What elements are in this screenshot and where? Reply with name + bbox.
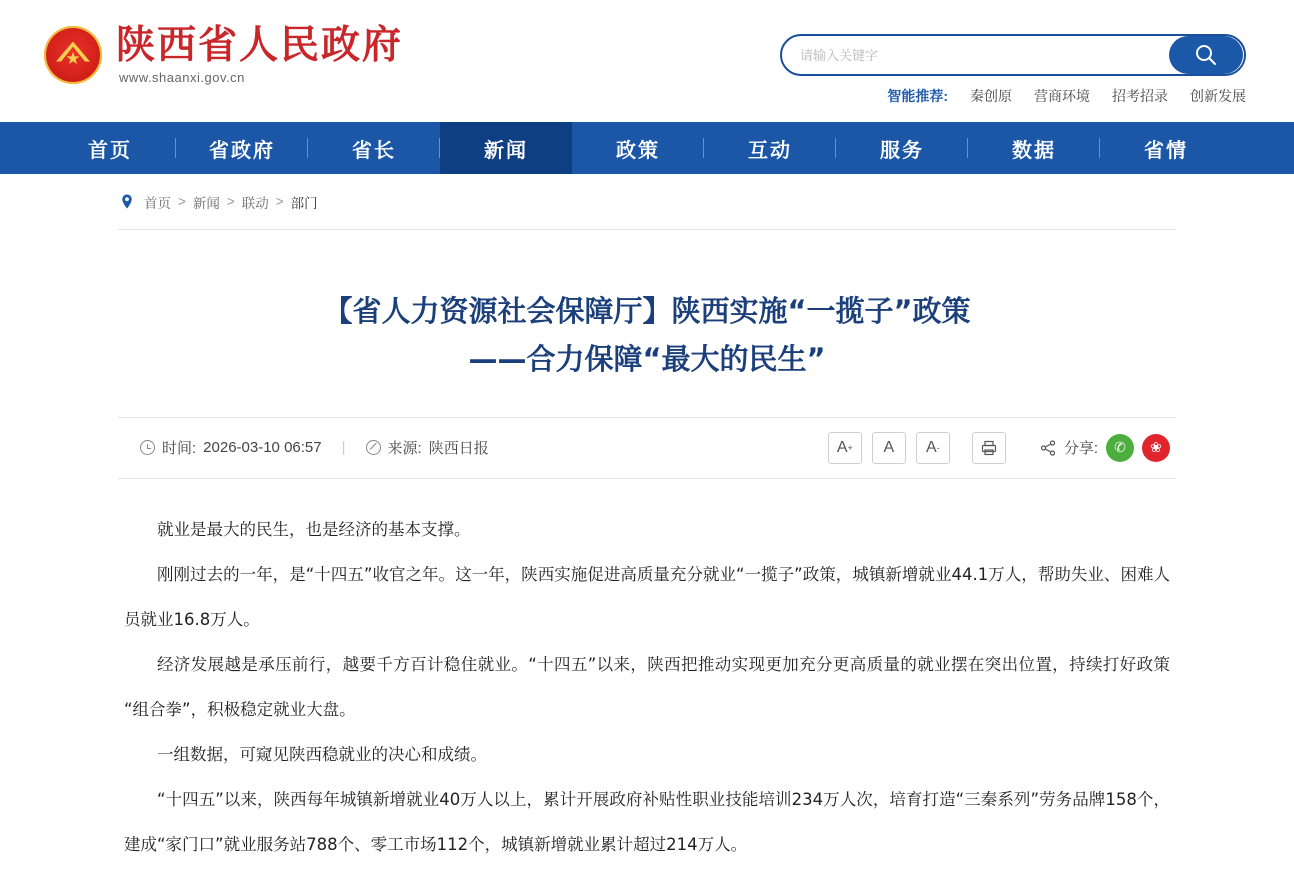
- share-group: [1040, 434, 1170, 462]
- site-title: 陕西省人民政府: [116, 23, 404, 68]
- nav-item-governor[interactable]: 省长: [308, 122, 440, 174]
- font-size-increase-label: A: [836, 438, 848, 456]
- site-logo[interactable]: [44, 24, 403, 85]
- article-paragraph: 经济发展越是承压前行，越要千方百计稳住就业。“十四五”以来，陕西把推动实现更加充分更高质量的就业摆在突出位置，持续打好政策“组合拳”，积极稳定就业大盘。: [124, 654, 1170, 719]
- article-source: [366, 437, 489, 458]
- clock-icon: [140, 440, 155, 455]
- search-input[interactable]: [782, 36, 1169, 74]
- breadcrumb-current: 部门: [290, 195, 318, 211]
- hot-link-1[interactable]: 营商环境: [1034, 88, 1090, 104]
- nav-item-policy[interactable]: 政策: [572, 122, 704, 174]
- nav-item-provincial-government[interactable]: 省政府: [176, 122, 308, 174]
- article-time: [140, 437, 322, 458]
- font-size-normal-label: A: [883, 438, 895, 456]
- hot-keywords-label: 智能推荐:: [887, 88, 948, 104]
- article-source-value: 陕西日报: [428, 440, 489, 458]
- location-pin-icon: [118, 193, 136, 211]
- wechat-share-icon[interactable]: ✆: [1106, 434, 1134, 462]
- article-time-value: 2026-03-10 06:57: [203, 439, 322, 457]
- search-button[interactable]: [1169, 36, 1243, 74]
- printer-icon: [980, 439, 998, 457]
- main-nav: [0, 122, 1294, 174]
- article-time-label: 时间:: [162, 440, 197, 458]
- article-paragraph: “十四五”以来，陕西每年城镇新增就业40万人以上，累计开展政府补贴性职业技能培训234万人次，培育打造“三秦系列”劳务品牌158个，建成“家门口”就业服务站788个、零工市场112个，城镇新增就业累计超过214万人。: [124, 789, 1170, 854]
- nav-item-news[interactable]: 新闻: [440, 122, 572, 174]
- site-title-block: [116, 24, 403, 85]
- page-title: [118, 249, 1176, 397]
- font-size-increase-button[interactable]: [828, 432, 862, 464]
- article-paragraph: 就业是最大的民生，也是经济的基本支撑。: [157, 519, 471, 539]
- hot-link-3[interactable]: 创新发展: [1190, 88, 1246, 104]
- search-box[interactable]: [780, 34, 1246, 76]
- article-title-line1: 【省人力资源社会保障厅】陕西实施“一揽子”政策: [323, 294, 971, 329]
- search-icon: [1193, 42, 1219, 68]
- article-title-line2: ——合力保障“最大的民生”: [468, 342, 826, 377]
- nav-item-province-info[interactable]: 省情: [1144, 139, 1188, 162]
- breadcrumb: [118, 174, 1176, 230]
- breadcrumb-sep-0: >: [178, 194, 186, 209]
- font-size-normal-button[interactable]: [872, 432, 906, 464]
- breadcrumb-item-2[interactable]: 联动: [241, 195, 269, 211]
- nav-item-interaction[interactable]: 互动: [704, 122, 836, 174]
- national-emblem-icon: [44, 26, 102, 84]
- article-meta-left: [140, 437, 489, 458]
- share-label: 分享:: [1063, 440, 1098, 458]
- print-button[interactable]: [972, 432, 1006, 464]
- share-nodes-icon: [1040, 440, 1056, 456]
- nav-item-data[interactable]: 数据: [968, 122, 1100, 174]
- breadcrumb-item-0[interactable]: 首页: [144, 195, 171, 211]
- hot-keywords: [780, 86, 1246, 106]
- site-url: www.shaanxi.gov.cn: [119, 70, 245, 85]
- hot-link-2[interactable]: 招考招录: [1112, 88, 1168, 104]
- site-header: [0, 0, 1294, 122]
- content-area: [118, 174, 1176, 887]
- article-paragraph: 刚刚过去的一年，是“十四五”收官之年。这一年，陕西实施促进高质量充分就业“一揽子”政策，城镇新增就业44.1万人，帮助失业、困难人员就业16.8万人。: [124, 564, 1170, 629]
- nav-item-service[interactable]: 服务: [836, 122, 968, 174]
- article-meta-bar: [118, 417, 1176, 479]
- article-paragraph: 一组数据，可窥见陕西稳就业的决心和成绩。: [157, 744, 487, 764]
- font-size-increase-mark: +: [847, 442, 853, 453]
- article-body: [118, 479, 1176, 887]
- font-size-decrease-mark: -: [936, 442, 940, 453]
- nav-item-home[interactable]: 首页: [44, 122, 176, 174]
- breadcrumb-sep-1: >: [226, 194, 235, 209]
- article-tools: [828, 432, 1170, 464]
- weibo-share-icon[interactable]: ❀: [1142, 434, 1170, 462]
- meta-divider: |: [341, 439, 346, 457]
- hot-link-0[interactable]: 秦创原: [970, 88, 1012, 104]
- search-area: [780, 34, 1246, 106]
- article-source-label: 来源:: [387, 440, 422, 458]
- breadcrumb-sep-2: >: [275, 194, 284, 209]
- pen-icon: [366, 440, 381, 455]
- font-size-decrease-label: A: [925, 438, 937, 456]
- font-size-decrease-button[interactable]: [916, 432, 950, 464]
- breadcrumb-item-1[interactable]: 新闻: [192, 195, 220, 211]
